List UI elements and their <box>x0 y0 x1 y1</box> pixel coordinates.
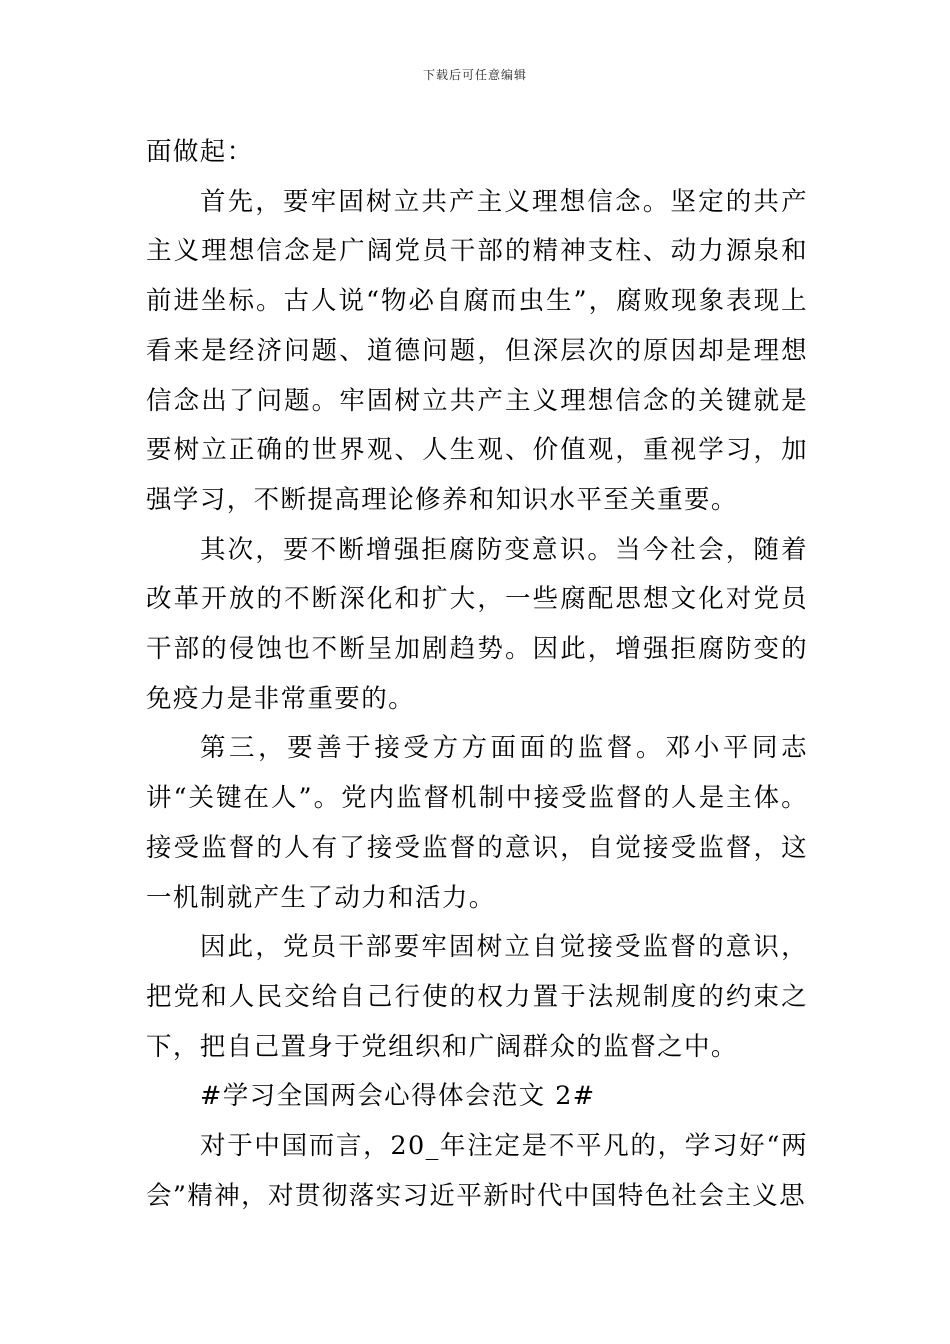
paragraph-continuation: 面做起： <box>146 137 254 167</box>
section-heading: #学习全国两会心得体会范文 2# <box>200 1081 596 1112</box>
paragraph-first-point: 首先，要牢固树立共产主义理想信念。坚定的共产主义理想信念是广阔党员干部的精神支柱、动力源泉和前进坐标。古人说“物必自腐而虫生”，腐败现象表现上看来是经济问题、道德问题，但深层次的原因却是理想信念出了问题。牢固树立共产主义理想信念的关键就是要树立正确的世界观、人生观、价值观，重视学习，加强学习，不断提高理论修养和知识水平至关重要。 <box>146 186 808 515</box>
paragraph-third-point: 第三，要善于接受方方面面的监督。邓小平同志讲“关键在人”。党内监督机制中接受监督的人是主体。接受监督的人有了接受监督的意识，自觉接受监督，这一机制就产生了动力和活力。 <box>146 733 808 913</box>
body-text <box>146 128 808 1221</box>
paragraph-conclusion: 因此，党员干部要牢固树立自觉接受监督的意识，把党和人民交给自己行使的权力置于法规制度的约束之下，把自己置身于党组织和广阔群众的监督之中。 <box>146 932 808 1062</box>
paragraph-section-intro: 对于中国而言，20_年注定是不平凡的，学习好“两会”精神，对贯彻落实习近平新时代中国特色社会主义思 <box>146 1131 808 1211</box>
paragraph-second-point: 其次，要不断增强拒腐防变意识。当今社会，随着改革开放的不断深化和扩大，一些腐配思想文化对党员干部的侵蚀也不断呈加剧趋势。因此，增强拒腐防变的免疫力是非常重要的。 <box>146 534 808 714</box>
page-header: 下载后可任意编辑 <box>422 68 527 82</box>
